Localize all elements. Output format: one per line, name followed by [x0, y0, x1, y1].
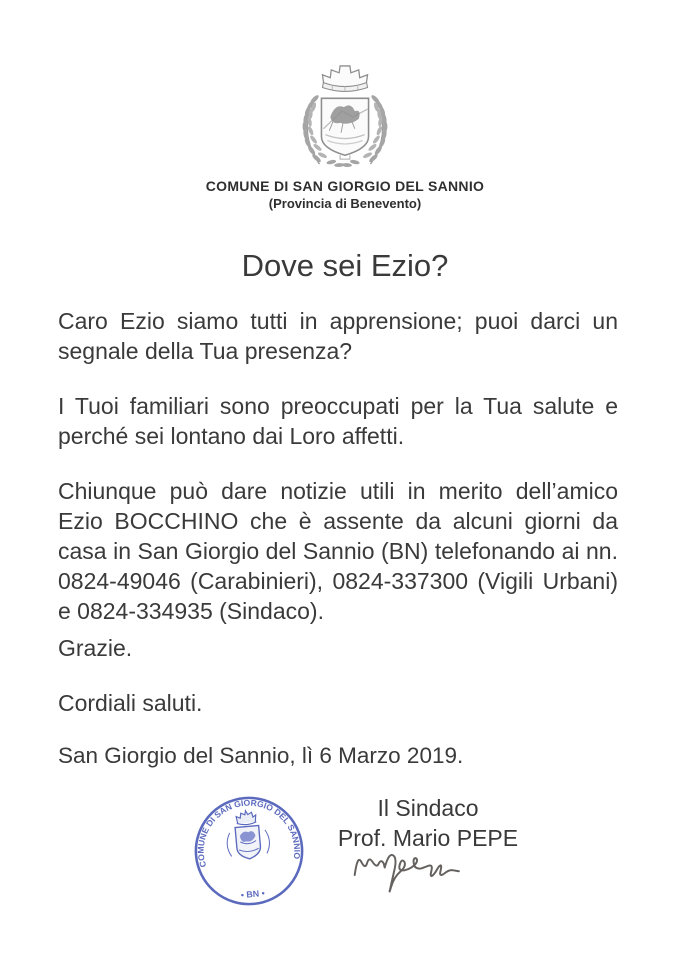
letterhead — [0, 177, 690, 212]
signature-role: Il Sindaco — [377, 795, 479, 821]
letter-title: Dove sei Ezio? — [241, 248, 449, 283]
province-name: (Provincia di Benevento) — [268, 196, 422, 211]
date-line: San Giorgio del Sannio, lì 6 Marzo 2019. — [58, 743, 464, 768]
paragraph-appeal: Caro Ezio siamo tutti in apprensione; puoi darci un segnale della Tua presenza? — [58, 308, 618, 364]
signature-name: Prof. Mario PEPE — [337, 825, 519, 851]
municipality-name: COMUNE DI SAN GIORGIO DEL SANNIO — [205, 178, 485, 194]
paragraph-contacts: Chiunque può dare notizie utili in merito dell’amico Ezio BOCCHINO che è assente da alcuni giorni da casa in San Giorgio del Sannio (BN) telefonando ai nn. 0824-49046 (Carabinieri), 0824-337300 (Vigili Urbani) e 0824-334935 (Sindaco). — [58, 478, 618, 624]
municipal-stamp-icon — [185, 787, 313, 915]
stamp-bottom-text: • BN • — [240, 888, 266, 901]
paragraph-family: I Tuoi familiari sono preoccupati per la Tua salute e perché sei lontano dai Loro affetti. — [58, 393, 618, 449]
regards-line: Cordiali saluti. — [58, 690, 203, 716]
stamp-ring-text: COMUNE DI SAN GIORGIO DEL SANNIO — [195, 797, 303, 869]
thanks-line: Grazie. — [58, 635, 133, 661]
coat-of-arms-icon — [286, 62, 404, 168]
handwritten-signature-icon — [350, 839, 472, 896]
stamp-center-emblem — [224, 809, 270, 861]
